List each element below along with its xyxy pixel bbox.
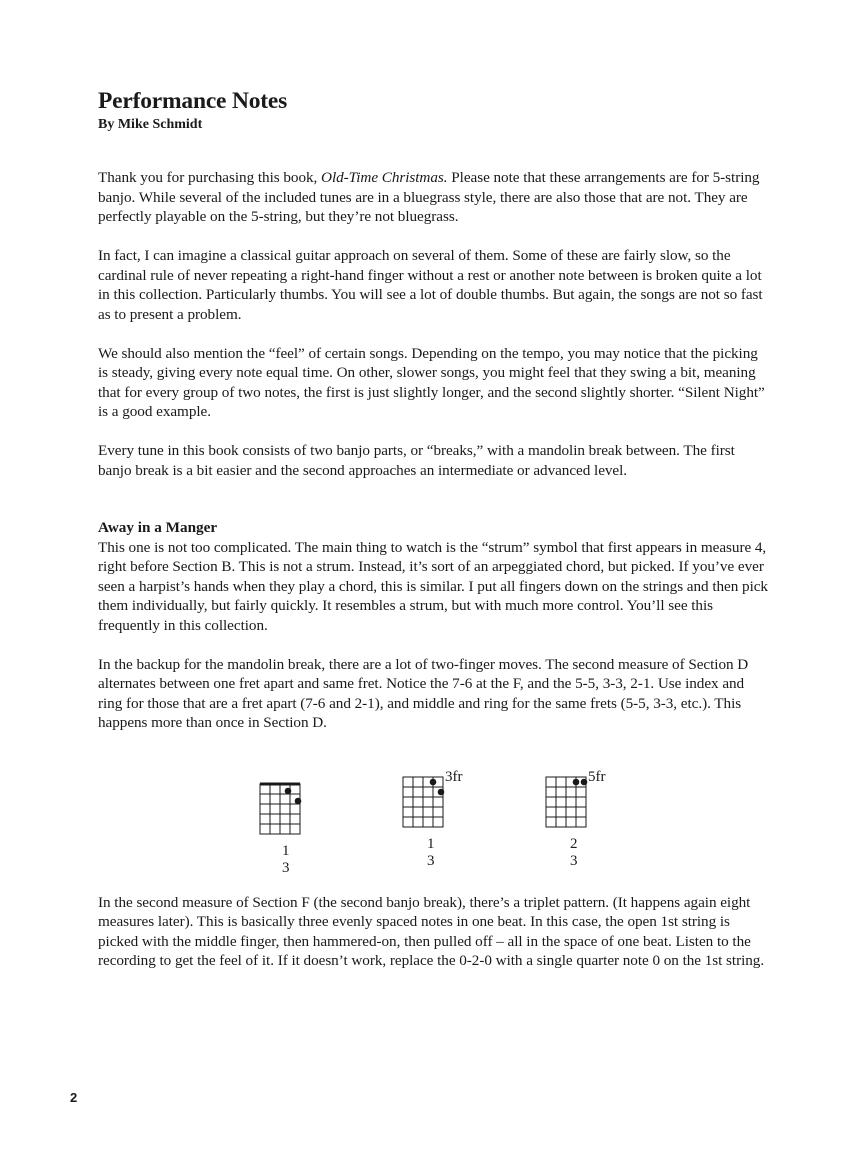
chord-2-fingering: 1 3 [427, 835, 437, 869]
page-number: 2 [70, 1090, 78, 1105]
manger-paragraph-3: In the second measure of Section F (the second banjo break), there’s a triplet pattern. (It happens again eight measures later). This is basically three evenly spaced notes in one beat. In this case, the open 1st string is picked with the middle finger, then hammered-on, then pulled off – all in the space of one beat. Listen to the recording to get the feel of it. If it doesn’t work, replace the 0-2-0 with a single quarter note 0 on the 1st string. [98, 893, 765, 969]
finger-dot [430, 778, 437, 785]
intro-paragraph-3: We should also mention the “feel” of certain songs. Depending on the tempo, you may notice that the picking is steady, giving every note equal time. On other, slower songs, you might feel that they swing a bit, meaning that for every group of two notes, the first is just slightly longer, and the second slightly shorter. “Silent Night” is a good example. [98, 344, 765, 420]
book-title: Old-Time Christmas. [321, 169, 448, 186]
chord-1-fingering: 1 3 [282, 842, 292, 876]
intro-paragraph-2: In fact, I can imagine a classical guitar approach on several of them. Some of these are fairly slow, so the cardinal rule of never repeating a right-hand finger without a rest or another note between is broken quite a lot in this collection. Particularly thumbs. You will see a lot of double thumbs. But again, the songs are not so fast as to present a problem. [98, 247, 763, 323]
chord-diagram-2 [401, 768, 463, 869]
chord-grid-2 [401, 775, 445, 829]
finger-dot [295, 797, 302, 804]
page-title: Performance Notes [98, 88, 288, 114]
intro-paragraph-1-rest: Please note that these arrangements are for 5-string banjo. While several of the included tunes are in a bluegrass style, there are also those that are not. They are perfectly playable on the 5-string, but they’re not bluegrass. [98, 169, 760, 225]
intro-paragraph-1 [98, 168, 770, 227]
chord-grid-3 [544, 775, 588, 829]
manger-paragraph-1: This one is not too complicated. The main thing to watch is the “strum” symbol that first appears in measure 4, right before Section B. This is not a strum. Instead, it’s sort of an arpeggiated chord, but picked. If you’ve ever seen a harpist’s hands when they play a chord, this is similar. I put all fingers down on the strings and then pick them individually, but fairly quickly. It resembles a strum, but with much more control. You’ll see this frequently in this collection. [98, 538, 768, 634]
chord-grid-1 [258, 782, 302, 836]
intro-paragraph-4: Every tune in this book consists of two banjo parts, or “breaks,” with a mandolin break between. The first banjo break is a bit easier and the second approaches an intermediate or advanced level. [98, 442, 735, 479]
finger-dot [285, 787, 292, 794]
section-heading-away-in-a-manger: Away in a Manger [98, 519, 218, 536]
page-content [98, 86, 770, 971]
chord-3-fret-position: 5fr [588, 768, 606, 785]
intro-paragraph-1-lead: Thank you for purchasing this book, [98, 169, 322, 186]
author-byline: By Mike Schmidt [98, 117, 203, 132]
manger-paragraph-2: In the backup for the mandolin break, there are a lot of two-finger moves. The second measure of Section D alternates between one fret apart and same fret. Notice the 7-6 at the F, and the 5-5, 3-3, 2-1. Use index and ring for those that are a fret apart (7-6 and 2-1), and middle and ring for the same frets (5-5, 3-3, etc.). This happens more than once in Section D. [98, 655, 749, 731]
chord-2-fret-position: 3fr [445, 768, 463, 785]
finger-dot [581, 778, 588, 785]
chord-diagrams [98, 733, 770, 893]
chord-diagram-3 [544, 768, 606, 869]
chord-3-fingering: 2 3 [570, 835, 580, 869]
chord-diagram-1 [258, 782, 302, 876]
finger-dot [438, 788, 445, 795]
finger-dot [573, 778, 580, 785]
